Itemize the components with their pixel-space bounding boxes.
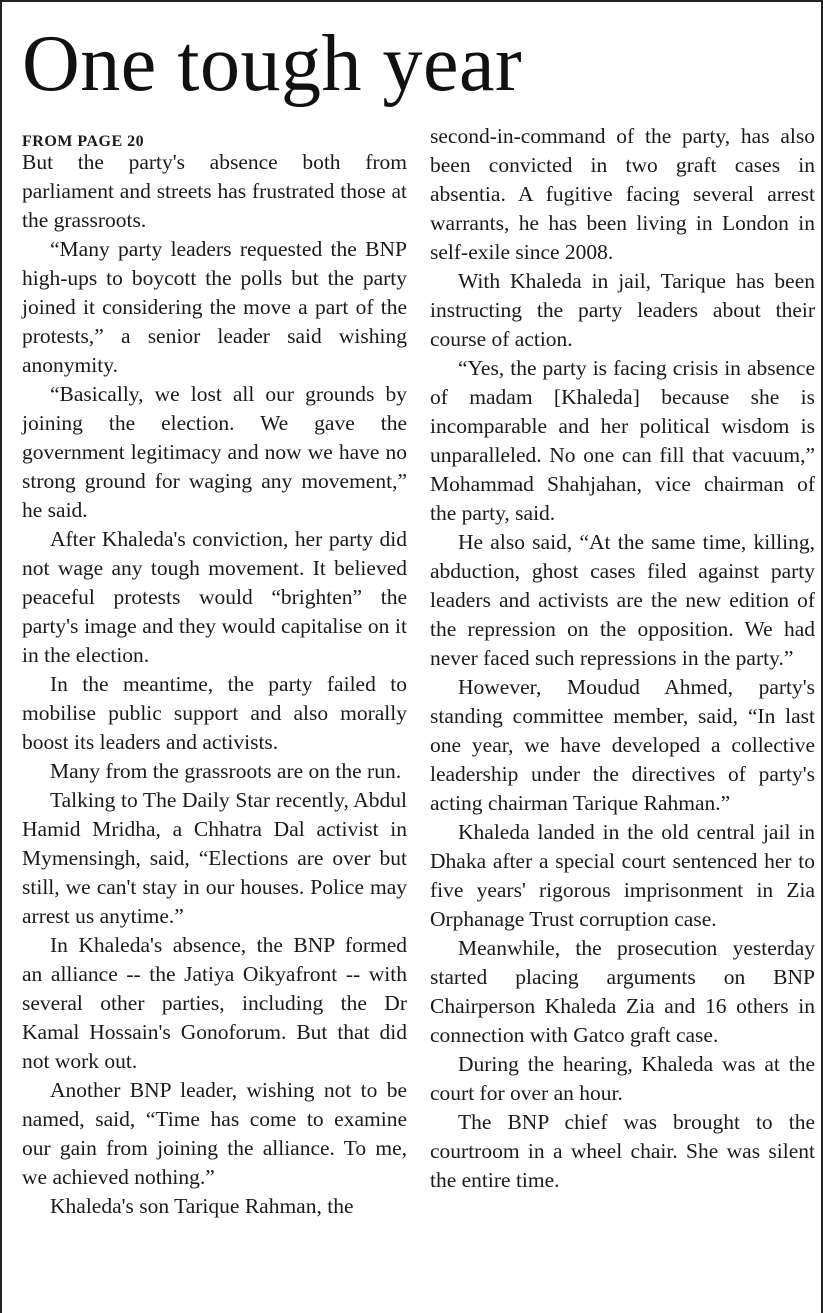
paragraph: Talking to The Daily Star recently, Abdul Hamid Mridha, a Chhatra Dal activist in Mymensingh, said, “Elections are over but still, we can't stay in our houses. Police may arrest us anytime.” (22, 788, 407, 928)
paragraph: In the meantime, the party failed to mobilise public support and also morally boost its leaders and activists. (22, 672, 407, 754)
paragraph: Khaleda's son Tarique Rahman, the (50, 1194, 354, 1218)
paragraph: After Khaleda's conviction, her party did not wage any tough movement. It believed peaceful protests would “brighten” the party's image and they would capitalise on it in the election. (22, 527, 407, 667)
paragraph: Meanwhile, the prosecution yesterday started placing arguments on BNP Chairperson Khaleda Zia and 16 others in connection with Gatco graft case. (430, 936, 815, 1047)
paragraph: During the hearing, Khaleda was at the court for over an hour. (430, 1052, 815, 1105)
paragraph: Another BNP leader, wishing not to be named, said, “Time has come to examine our gain from joining the alliance. To me, we achieved nothing.” (22, 1078, 407, 1189)
paragraph: “Many party leaders requested the BNP high-ups to boycott the polls but the party joined it considering the move a part of the protests,” a senior leader said wishing anonymity. (22, 237, 407, 377)
paragraph: However, Moudud Ahmed, party's standing committee member, said, “In last one year, we have developed a collective leadership under the directives of party's acting chairman Tarique Rahman.” (430, 675, 815, 815)
left-column (22, 122, 407, 1221)
paragraph: “Basically, we lost all our grounds by joining the election. We gave the government legitimacy and now we have no strong ground for waging any movement,” he said. (22, 382, 407, 522)
paragraph: In Khaleda's absence, the BNP formed an alliance -- the Jatiya Oikyafront -- with several other parties, including the Dr Kamal Hossain's Gonoforum. But that did not work out. (22, 933, 407, 1073)
paragraph: The BNP chief was brought to the courtroom in a wheel chair. She was silent the entire time. (430, 1110, 815, 1192)
paragraph: “Yes, the party is facing crisis in absence of madam [Khaleda] because she is incomparable and her political wisdom is unparalleled. No one can fill that vacuum,” Mohammad Shahjahan, vice chairman of the party, said. (430, 356, 815, 525)
paragraph: second-in-command of the party, has also been convicted in two graft cases in absentia. A fugitive facing several arrest warrants, he has been living in London in self-exile since 2008. (430, 124, 815, 264)
headline: One tough year (22, 20, 523, 108)
paragraph: With Khaleda in jail, Tarique has been instructing the party leaders about their course of action. (430, 269, 815, 351)
paragraph: He also said, “At the same time, killing, abduction, ghost cases filed against party leaders and activists are the new edition of the repression on the opposition. We had never faced such repressions in the party.” (430, 530, 815, 670)
paragraph: Khaleda landed in the old central jail in Dhaka after a special court sentenced her to five years' rigorous imprisonment in Zia Orphanage Trust corruption case. (430, 820, 815, 931)
continuation-kicker: FROM PAGE 20 (22, 133, 145, 150)
paragraph: Many from the grassroots are on the run. (50, 759, 402, 783)
right-column (430, 122, 815, 1195)
paragraph: But the party's absence both from parliament and streets has frustrated those at the grassroots. (22, 150, 407, 232)
